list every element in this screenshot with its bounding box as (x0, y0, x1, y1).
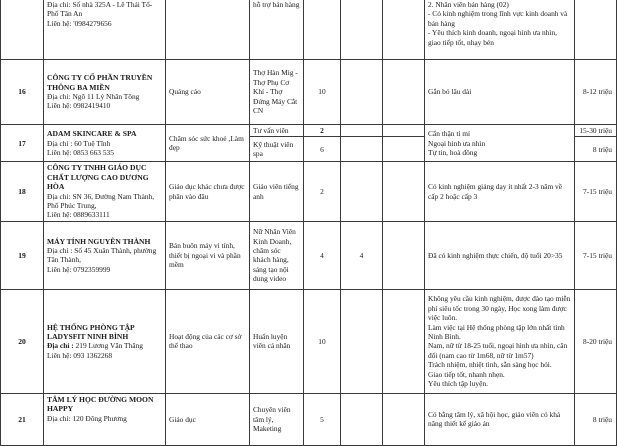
company-address: Địa chỉ : 60 Tuệ Tĩnh (47, 138, 111, 148)
business-field (166, 0, 250, 60)
requirements (425, 125, 575, 162)
row-number: 20 (1, 289, 44, 393)
quantity-extra (341, 125, 383, 137)
company-phone: Liên hệ: 0982419410 (47, 101, 111, 111)
requirement-line: Đã có kinh nghiệm thực chiến, độ tuổi 20>35 (428, 250, 563, 260)
quantity: 4 (304, 221, 341, 289)
job-position: Giáo viên tiếng anh (250, 162, 304, 221)
business-field: Giáo dục (166, 393, 250, 445)
company-name: CÔNG TY TNHH GIÁO DỤC CHẤT LƯỢNG CAO DƯƠNG HÒA (47, 163, 149, 192)
job-position: Kỹ thuật viên spa (250, 137, 304, 162)
requirement-line: Tự tin, hoà đồng (428, 147, 478, 157)
requirement-line: - Có kinh nghiệm trong lĩnh vực kinh doanh và bán hàng (428, 9, 568, 28)
quantity-extra: 4 (341, 221, 383, 289)
company-phone: Liên hệ: 0889633111 (47, 210, 110, 220)
row-number: 21 (1, 393, 44, 445)
salary: 7-15 triệu (575, 162, 617, 221)
business-field: Bán buôn máy vi tính, thiết bị ngoại vi và phần mềm (166, 221, 250, 289)
company-name: CÔNG TY CỔ PHẦN TRUYỀN THÔNG BA MIỀN (47, 73, 153, 92)
requirement-line: - Yêu thích kinh doanh, ngoại hình ưa nhìn, giao tiếp tốt, nhạy bén (428, 28, 557, 47)
requirements (425, 0, 575, 60)
requirement-line: Không yêu cầu kinh nghiệm, được đào tạo miễn phí siêu tốc trong 30 ngày, Học xong làm được việc luôn. (428, 294, 571, 323)
empty-cell (383, 60, 425, 125)
row-number: 19 (1, 221, 44, 289)
requirement-line: Trách nhiệm, nhiệt tình, sẵn sàng học hỏi. (428, 360, 552, 370)
company-cell (44, 289, 166, 393)
requirement-line: Ngoại hình ưa nhìn (428, 138, 486, 148)
quantity-extra (341, 289, 383, 393)
requirement-line: Nam, nữ từ 18-25 tuổi, ngoại hình ưa nhìn, cân đối (nam cao từ 1m68, nữ từ 1m57) (428, 341, 568, 360)
business-field: Giáo dục khác chưa được phân vào đâu (166, 162, 250, 221)
requirements (425, 162, 575, 221)
company-name: MÁY TÍNH NGUYÊN THÀNH (47, 236, 151, 246)
empty-cell (383, 289, 425, 393)
requirement-line: Gắn bó lâu dài (428, 87, 472, 97)
quantity-extra (341, 60, 383, 125)
job-position: Tư vấn viên (250, 125, 304, 137)
company-phone: Liên hệ: '0984279656 (47, 18, 112, 28)
quantity-extra (341, 0, 383, 60)
company-name: TÂM LÝ HỌC ĐƯỜNG MOON HAPPY (47, 394, 154, 414)
quantity: 2 (304, 162, 341, 221)
company-phone: Liên hệ: 0853 663 535 (47, 147, 114, 157)
company-address: 219 Lương Văn Thăng (75, 341, 143, 351)
quantity: 2 (304, 125, 341, 137)
requirement-line: Cẩn thận tỉ mỉ (428, 129, 471, 139)
requirement-line: Làm việc tại Hệ thống phòng tập lớn nhất tỉnh Ninh Bình. (428, 322, 565, 341)
salary: 8-12 triệu (575, 60, 617, 125)
requirements (425, 289, 575, 393)
requirement-line: Giao tiếp tốt, nhanh nhẹn. (428, 369, 505, 379)
quantity (304, 0, 341, 60)
company-name: HỆ THỐNG PHÒNG TẬP LADYSFIT NINH BÌNH (47, 322, 135, 341)
company-address: Địa chỉ: SN 36, Đường Nam Thành, Phố Phúc Trung, (47, 191, 155, 211)
requirements (425, 221, 575, 289)
row-number (1, 0, 44, 60)
company-address: Địa chỉ : Số 45 Xuân Thành, phường Tân Thành, (47, 245, 157, 265)
salary: 7-15 triệu (575, 221, 617, 289)
company-phone: Liên hệ: 093 1362268 (47, 350, 113, 360)
row-number: 18 (1, 162, 44, 221)
quantity: 5 (304, 393, 341, 445)
company-address: Địa chỉ: Số nhà 325A - Lê Thái Tổ- Phố Tân An (47, 0, 153, 19)
company-cell (44, 221, 166, 289)
row-number: 17 (1, 125, 44, 162)
quantity-extra (341, 162, 383, 221)
company-cell (44, 162, 166, 221)
business-field: Quảng cáo (166, 60, 250, 125)
empty-cell (383, 137, 425, 162)
empty-cell (383, 0, 425, 60)
requirement-line: Có bằng tâm lý, xã hội học, giáo viên có khả năng thiết kế giáo án (428, 409, 561, 429)
table-row (1, 221, 617, 289)
empty-cell (383, 162, 425, 221)
business-field: Chăm sóc sức khoẻ ,Làm đẹp (166, 125, 250, 162)
company-cell (44, 125, 166, 162)
company-cell (44, 60, 166, 125)
company-address: Địa chỉ: 120 Đông Phương (47, 413, 127, 423)
table-row (1, 125, 617, 137)
empty-cell (383, 125, 425, 137)
quantity: 10 (304, 289, 341, 393)
quantity: 10 (304, 60, 341, 125)
company-address: Địa chỉ: Ngõ 11 Lý Nhân Tông (47, 92, 140, 101)
row-number: 16 (1, 60, 44, 125)
salary: 8-20 triệu (575, 289, 617, 393)
requirements (425, 60, 575, 125)
salary (575, 0, 617, 60)
company-name: ADAM SKINCARE & SPA (47, 129, 137, 139)
salary: 8 triệu (575, 393, 617, 445)
salary: 8 triệu (575, 137, 617, 162)
requirement-line: Có kinh nghiệm giảng dạy ít nhất 2-3 năm về cấp 2 hoặc cấp 3 (428, 182, 563, 201)
empty-cell (383, 221, 425, 289)
quantity-extra (341, 137, 383, 162)
job-position: Thợ Hàn Mig - Thợ Phụ Cơ Khí - Thợ Đứng Máy Cắt CN (250, 60, 304, 125)
address-label: Địa chỉ : (47, 341, 74, 351)
requirement-line: Yêu thích tập luyện. (428, 378, 488, 388)
table-row (1, 289, 617, 393)
requirement-line: 2. Nhân viên bán hàng (02) (428, 0, 509, 9)
salary: 15-30 triệu (575, 125, 617, 137)
job-position: hỗ trợ bán hàng (250, 0, 304, 60)
quantity: 6 (304, 137, 341, 162)
table-row (1, 60, 617, 125)
table-row (1, 162, 617, 221)
company-phone: Liên hệ: 0792359999 (47, 264, 111, 274)
job-position: Huấn luyện viên cá nhân (250, 289, 304, 393)
job-position: Nữ Nhân Viên Kinh Doanh, chăm sóc khách hàng, sáng tạo nội dung video (250, 221, 304, 289)
company-address-line (47, 341, 162, 350)
job-position: Chuyên viên tâm lý, Maketing (250, 393, 304, 445)
business-field: Hoạt động của các cơ sở thể thao (166, 289, 250, 393)
company-cell (44, 0, 166, 60)
table-row (1, 0, 617, 60)
